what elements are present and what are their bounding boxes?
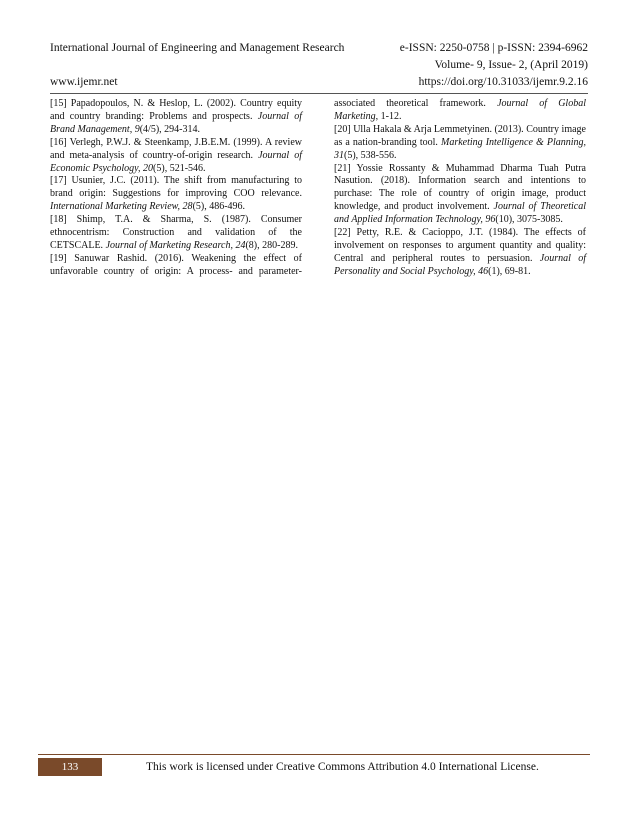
reference-item: [18] Shimp, T.A. & Sharma, S. (1987). Consumer ethnocentrism: Construction and validation of the CETSCALE. Journal of Marketing Research, 24(8), 280-289.	[50, 214, 302, 251]
footer-divider	[38, 754, 590, 755]
license-text: This work is licensed under Creative Commons Attribution 4.0 International License.	[146, 761, 539, 773]
reference-item: [21] Yossie Rossanty & Muhammad Dharma Tuah Putra Nasution. (2018). Information search and intentions to purchase: The role of country of origin image, product knowledge, and product involvement. Journal of Theoretical and Applied Information Technology, 96(10), 3075-3085.	[334, 162, 586, 226]
website-link[interactable]: www.ijemr.net	[50, 76, 118, 88]
references-left-column	[50, 98, 302, 279]
volume-text: Volume- 9, Issue- 2, (April 2019)	[434, 59, 588, 71]
reference-item: associated theoretical framework. Journal of Global Marketing, 1-12.	[334, 98, 586, 122]
issn-text: e-ISSN: 2250-0758 | p-ISSN: 2394-6962	[399, 42, 588, 54]
reference-item: [16] Verlegh, P.W.J. & Steenkamp, J.B.E.M. (1999). A review and meta-analysis of country-of-origin research. Journal of Economic Psychology, 20(5), 521-546.	[50, 136, 303, 174]
page-header	[50, 40, 588, 91]
reference-item: [20] Ulla Hakala & Arja Lemmetyinen. (2013). Country image as a nation-branding tool. Marketing Intelligence & Planning, 31(5), 538-556.	[334, 123, 586, 161]
reference-item: [17] Usunier, J.C. (2011). The shift from manufacturing to brand origin: Suggestions for improving COO relevance. International Marketing Review, 28(5), 486-496.	[50, 175, 302, 213]
reference-item: [22] Petty, R.E. & Cacioppo, J.T. (1984). The effects of involvement on responses to argument quantity and quality: Central and peripheral routes to persuasion. Journal of Personality and Social Psychology, 46(1), 69-81.	[334, 227, 587, 277]
journal-title: International Journal of Engineering and Management Research	[50, 42, 345, 54]
header-divider	[50, 93, 588, 94]
references-right-column	[334, 98, 586, 279]
page-number: 133	[38, 758, 102, 776]
reference-item: [15] Papadopoulos, N. & Heslop, L. (2002). Country equity and country branding: Problems and prospects. Journal of Brand Management, 9(4/5), 294-314.	[50, 98, 302, 135]
doi-link[interactable]: https://doi.org/10.31033/ijemr.9.2.16	[418, 76, 588, 88]
reference-item: [19] Sanuwar Rashid. (2016). Weakening the effect of unfavorable country of origin: A process- and parameter-	[50, 252, 302, 277]
